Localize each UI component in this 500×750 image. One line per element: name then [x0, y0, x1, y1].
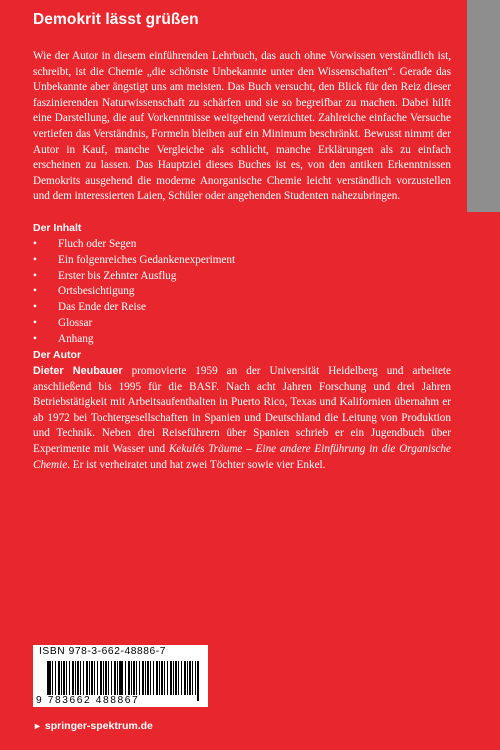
book-reference: Kekulés Träume – Eine andere Einführung in die Organische Chemie: [33, 442, 451, 471]
bullet-icon: •: [33, 269, 37, 282]
contents-item-label: Ortsbesichtigung: [58, 285, 135, 298]
contents-item-label: Glossar: [58, 316, 93, 329]
barcode-guard-right: [197, 661, 199, 701]
isbn-label: ISBN 978-3-662-48886-7: [39, 646, 167, 657]
contents-item-label: Das Ende der Reise: [58, 301, 146, 314]
author-bio: [33, 364, 451, 473]
bullet-icon: •: [33, 285, 37, 298]
bullet-icon: •: [33, 332, 37, 345]
barcode-icon: [47, 661, 199, 695]
list-item: [33, 300, 235, 316]
list-item: [33, 253, 235, 269]
book-title: Demokrit lässt grüßen: [33, 11, 199, 28]
author-bio-ending: . Er ist verheiratet und hat zwei Töchter sowie vier Enkel.: [67, 458, 326, 471]
blurb-text: Wie der Autor in diesem einführenden Lehrbuch, das auch ohne Vorwissen verständlich ist, schreibt, ist die Chemie „die schönste Unbekannte unter den Wissenschaften“. Gerade das Unbekannte aber ängstigt uns am meisten. Das Buch versucht, den Blick für den Reiz dieser faszinierenden Naturwissenschaft zu schärfen und sie so begreifbar zu machen. Dabei hilft eine Darstellung, die auf Vorkenntnisse weitgehend verzichtet. Zahlreiche einfache Versuche vertiefen das Verständnis, Formeln bleiben auf ein Minimum beschränkt. Bewusst nimmt der Autor in Kauf, manche Vergleiche als schlicht, manche Erklärungen als zu einfach erscheinen zu lassen. Das Hauptziel dieses Buches ist es, von den antiken Erkenntnissen Demokrits ausgehend die moderne Anorganische Chemie leicht verständlich vorzustellen und dem interessierten Laien, Schüler oder angehenden Studenten nahezubringen.: [33, 50, 451, 203]
contents-heading: Der Inhalt: [33, 222, 82, 234]
contents-item-label: Erster bis Zehnter Ausflug: [58, 269, 177, 282]
author-heading: Der Autor: [33, 349, 82, 361]
ean-number: 9 783662 488867: [36, 695, 140, 706]
contents-item-label: Anhang: [58, 332, 94, 345]
publisher-url: springer-spektrum.de: [44, 720, 153, 732]
bullet-icon: •: [33, 316, 37, 329]
spine-color-tab: [467, 0, 500, 212]
list-item: [33, 269, 235, 285]
barcode-box: [33, 645, 208, 707]
list-item: [33, 237, 235, 253]
list-item: [33, 316, 235, 332]
bullet-icon: •: [33, 253, 37, 266]
arrow-right-icon: ►: [33, 721, 42, 731]
list-item: [33, 332, 235, 348]
list-item: [33, 284, 235, 300]
author-name: Dieter Neubauer: [33, 365, 123, 377]
contents-item-label: Ein folgenreiches Gedankenexperiment: [58, 253, 236, 266]
bullet-icon: •: [33, 301, 37, 314]
contents-list: [33, 237, 235, 348]
author-bio-text: promovierte 1959 an der Universität Heidelberg und arbeitete anschließend bis 1995 für die BASF. Nach acht Jahren Forschung und drei Jahren Betriebstätigkeit mit Arbeitsaufenthalten in Puerto Rico, Texas und Kalifornien übernahm er ab 1972 bei Tochtergesellschaften in Spanien und Deutschland die Leitung von Produktion und Technik. Neben drei Reiseführern über Spanien schrieb er ein Jugendbuch über Experimente mit Wasser und: [33, 365, 451, 455]
contents-item-label: Fluch oder Segen: [58, 238, 137, 250]
publisher-link[interactable]: [33, 720, 153, 732]
bullet-icon: •: [33, 238, 37, 250]
